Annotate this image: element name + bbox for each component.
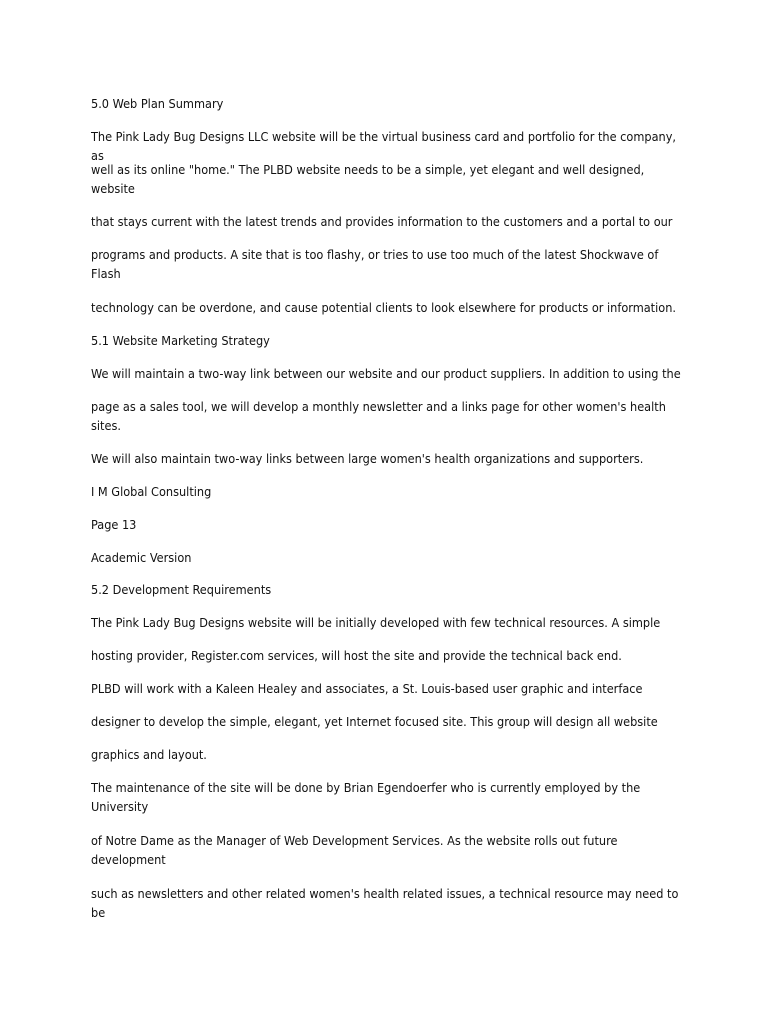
paragraph-line: We will maintain a two-way link between our website and our product suppliers. In addition to using the	[91, 366, 681, 381]
paragraph-line: The Pink Lady Bug Designs website will be initially developed with few technical resources. A simple	[91, 615, 661, 630]
paragraph-line: We will also maintain two-way links between large women's health organizations and supporters.	[91, 451, 644, 466]
paragraph-line: The Pink Lady Bug Designs LLC website will be the virtual business card and portfolio for the company, as	[91, 129, 676, 163]
section-heading-marketing-strategy: 5.1 Website Marketing Strategy	[91, 333, 270, 348]
version-label: Academic Version	[91, 550, 192, 565]
paragraph-line: of Notre Dame as the Manager of Web Development Services. As the website rolls out future development	[91, 833, 618, 867]
paragraph-line: programs and products. A site that is too flashy, or tries to use too much of the latest Shockwave of Flash	[91, 247, 659, 281]
section-heading-development-requirements: 5.2 Development Requirements	[91, 582, 272, 597]
footer-company-name: I M Global Consulting	[91, 484, 212, 499]
paragraph-line: page as a sales tool, we will develop a monthly newsletter and a links page for other women's health sites.	[91, 399, 666, 433]
paragraph-line: well as its online "home." The PLBD website needs to be a simple, yet elegant and well designed, website	[91, 162, 645, 196]
paragraph-line: The maintenance of the site will be done by Brian Egendoerfer who is currently employed by the University	[91, 780, 641, 814]
paragraph-line: PLBD will work with a Kaleen Healey and associates, a St. Louis-based user graphic and interface	[91, 681, 643, 696]
paragraph-line: such as newsletters and other related women's health related issues, a technical resource may need to be	[91, 886, 679, 920]
paragraph-line: hosting provider, Register.com services, will host the site and provide the technical back end.	[91, 648, 622, 663]
page-number: Page 13	[91, 517, 137, 532]
paragraph-line: technology can be overdone, and cause potential clients to look elsewhere for products or information.	[91, 300, 676, 315]
paragraph-line: graphics and layout.	[91, 747, 207, 762]
paragraph-line: that stays current with the latest trends and provides information to the customers and a portal to our	[91, 214, 673, 229]
section-heading-web-plan-summary: 5.0 Web Plan Summary	[91, 96, 224, 111]
paragraph-line: designer to develop the simple, elegant, yet Internet focused site. This group will design all website	[91, 714, 658, 729]
